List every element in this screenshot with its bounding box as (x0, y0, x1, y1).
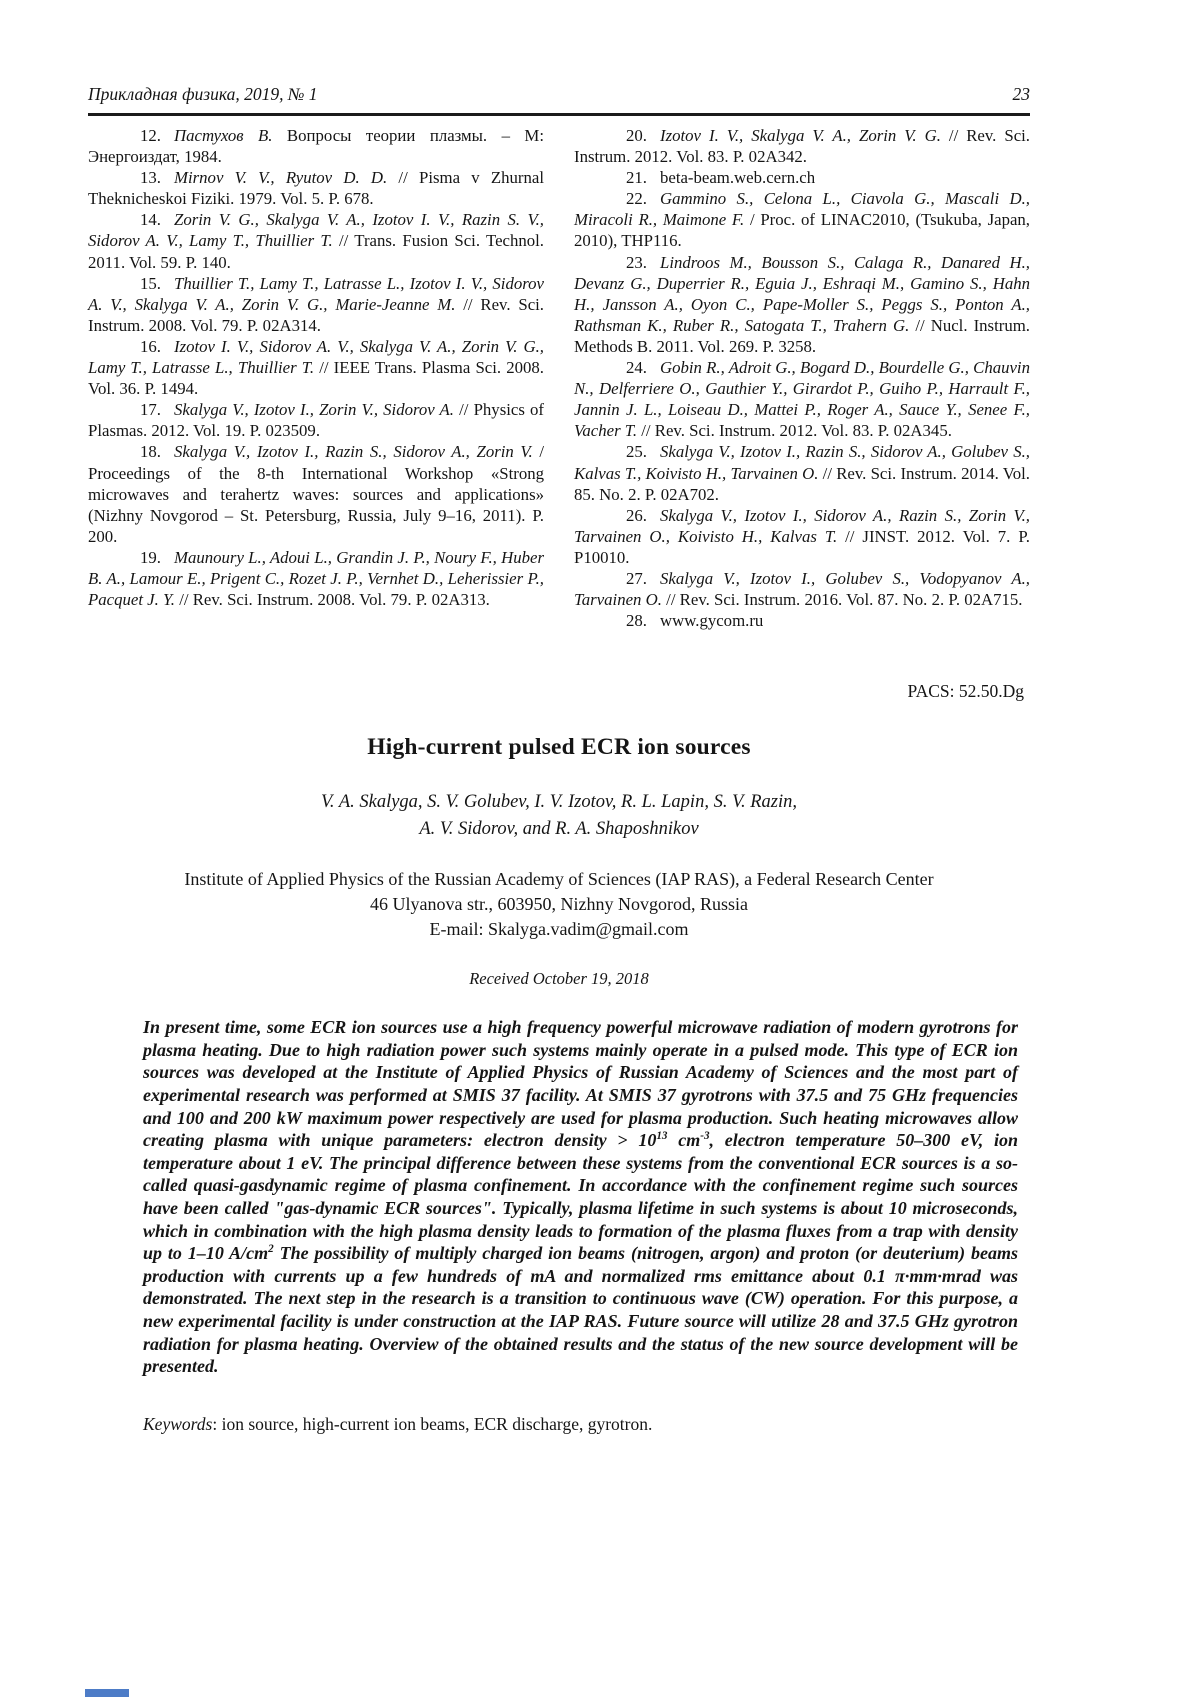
reference-text: // Physics of Plasmas. 2012. Vol. 19. P. 023509. (88, 400, 544, 441)
keywords-line (143, 1414, 1018, 1435)
reference-number: 18. (140, 442, 161, 462)
reference-item-27 (574, 568, 1030, 610)
abstract-superscript: 13 (656, 1130, 668, 1143)
reference-authors: Gobin R., Adroit G., Bogard D., Bourdelle G., Chauvin N., Delferriere O., Gauthier Y., Girardot P., Guiho P., Harrault F., Jannin J. L., Loiseau D., Mattei P., Roger A., Sauce Y., Senee F., Vacher T. (574, 358, 1030, 441)
reference-number: 16. (140, 336, 161, 356)
reference-text: // Rev. Sci. Instrum. 2008. Vol. 79. P. 02A314. (88, 294, 544, 335)
reference-text: // Rev. Sci. Instrum. 2014. Vol. 85. No. 2. P. 02A702. (574, 463, 1030, 504)
reference-item-26 (574, 505, 1030, 568)
reference-authors: Skalyga V., Izotov I., Zorin V., Sidorov A. (173, 400, 454, 420)
page-content (88, 0, 1030, 1435)
reference-authors: Skalyga V., Izotov I., Sidorov A., Razin S., Zorin V., Tarvainen O., Koivisto H., Kalvas T. (574, 505, 1030, 546)
reference-text: // JINST. 2012. Vol. 7. P. P10010. (574, 526, 1030, 567)
references-column-left (88, 125, 544, 631)
reference-authors: Thuillier T., Lamy T., Latrasse L., Izotov I. V., Sidorov A. V., Skalyga V. A., Zorin V. G., Marie-Jeanne M. (88, 273, 544, 314)
authors-line-1: V. A. Skalyga, S. V. Golubev, I. V. Izotov, R. L. Lapin, S. V. Razin, (320, 792, 798, 813)
reference-text: // Rev. Sci. Instrum. 2012. Vol. 83. P. 02A345. (637, 421, 952, 441)
abstract-text: , electron temperature 50–300 eV, ion temperature about 1 eV. The principal difference between these systems from the conventional ECR sources is a so-called quasi-gasdynamic regime of plasma confinement. In accordance with the confinement regime such sources have been called "gas-dynamic ECR sources". Typically, plasma lifetime in such systems is about 10 microseconds, which in combination with the high plasma density leads to formation of the plasma fluxes from a trap with density up to 1–10 A/cm (143, 1130, 1018, 1264)
reference-item-14 (88, 209, 544, 272)
reference-authors: Skalyga V., Izotov I., Golubev S., Vodopyanov A., Tarvainen O. (574, 568, 1030, 610)
reference-item-15 (88, 273, 544, 336)
reference-text: // Pisma v Zhurnal Theknicheskoi Fiziki. 1979. Vol. 5. P. 678. (88, 168, 544, 209)
reference-text: // IEEE Trans. Plasma Sci. 2008. Vol. 36. P. 1494. (88, 358, 544, 399)
reference-item-20 (574, 125, 1030, 167)
reference-authors: Izotov I. V., Skalyga V. A., Zorin V. G. (659, 126, 941, 145)
reference-item-24 (574, 357, 1030, 441)
reference-authors: Mirnov V. V., Ryutov D. D. (173, 168, 388, 188)
article-title: High-current pulsed ECR ion sources (367, 734, 751, 761)
reference-authors: Skalyga V., Izotov I., Razin S., Sidorov A., Zorin V. (173, 442, 533, 462)
affiliation-block (88, 867, 1030, 942)
references-column-right (574, 125, 1030, 631)
reference-item-19 (88, 547, 544, 610)
reference-text: Вопросы теории плазмы. – М: Энергоиздат, 1984. (88, 126, 545, 167)
reference-item-23 (574, 252, 1030, 357)
reference-number: 20. (626, 126, 647, 145)
abstract-text: cm (667, 1130, 701, 1151)
abstract-superscript: -3 (700, 1130, 710, 1143)
reference-url: www.gycom.ru (659, 611, 764, 631)
reference-authors: Izotov I. V., Sidorov A. V., Skalyga V. A., Zorin V. G., Lamy T., Latrasse L., Thuillier T. (88, 336, 544, 378)
reference-text: / Proceedings of the 8-th International Workshop «Strong microwaves and terahertz waves: sources and applications» (Nizhny Novgorod – St. Petersburg, Russia, July 9–16, 2011). P. 200. (88, 442, 544, 546)
abstract-paragraph (143, 1016, 1018, 1378)
reference-item-18 (88, 441, 544, 546)
abstract-superscript: 2 (268, 1243, 274, 1256)
reference-item-28 (574, 610, 1030, 631)
reference-number: 28. (626, 611, 647, 631)
received-date: Received October 19, 2018 (469, 969, 649, 989)
reference-item-13 (88, 167, 544, 209)
reference-number: 15. (140, 273, 161, 293)
reference-item-21 (574, 167, 1030, 188)
pacs-code: PACS: 52.50.Dg (907, 681, 1024, 702)
abstract-text: In present time, some ECR ion sources use a high frequency powerful microwave radiation of modern gyrotrons for plasma heating. Due to high radiation power such systems mainly operate in a pulsed mode. This type of ECR ion sources was developed at the Institute of Applied Physics of Russian Academy of Sciences and the most part of experimental research was performed at SMIS 37 facility. At SMIS 37 gyrotrons with 37.5 and 75 GHz frequencies and 100 and 200 kW maximum power respectively are used for plasma production. Such heating microwaves allow creating plasma with unique parameters: electron density > 10 (143, 1017, 1018, 1151)
reference-authors: Gammino S., Celona L., Ciavola G., Mascali D., Miracoli R., Maimone F. (574, 189, 1030, 230)
reference-text: // Rev. Sci. Instrum. 2012. Vol. 83. P. 02A342. (574, 126, 1031, 167)
reference-item-17 (88, 399, 544, 441)
reference-number: 25. (626, 442, 647, 462)
reference-number: 27. (626, 568, 647, 588)
affiliation-line-1: Institute of Applied Physics of the Russian Academy of Sciences (IAP RAS), a Federal Research Center (184, 869, 934, 890)
authors-block (88, 789, 1030, 843)
reference-authors: Пастухов В. (173, 126, 273, 145)
authors-line-2: A. V. Sidorov, and R. A. Shaposhnikov (419, 819, 699, 840)
reference-number: 17. (140, 400, 161, 420)
reference-text: // Trans. Fusion Sci. Technol. 2011. Vol. 59. P. 140. (88, 231, 544, 272)
reference-authors: Maunoury L., Adoui L., Grandin J. P., Noury F., Huber B. A., Lamour E., Prigent C., Rozet J. P., Vernhet D., Leherissier P., Pacquet J. Y. (88, 547, 544, 610)
reference-number: 22. (626, 189, 647, 209)
header-rule (88, 113, 1030, 116)
reference-number: 23. (626, 252, 647, 272)
reference-authors: Zorin V. G., Skalyga V. A., Izotov I. V., Razin S. V., Sidorov A. V., Lamy T., Thuillier T. (88, 210, 544, 251)
reference-text: // Rev. Sci. Instrum. 2016. Vol. 87. No. 2. P. 02A715. (661, 590, 1023, 610)
reference-number: 12. (140, 126, 161, 145)
page-bottom-artifact (85, 1689, 129, 1697)
reference-number: 26. (626, 505, 647, 525)
reference-text: // Nucl. Instrum. Methods B. 2011. Vol. 269. P. 3258. (574, 315, 1030, 356)
keywords-label: Keywords (143, 1413, 213, 1434)
reference-number: 21. (626, 168, 647, 188)
abstract-text: The possibility of multiply charged ion beams (nitrogen, argon) and proton (or deuterium) beams production with currents up a few hundreds of mA and normalized rms emittance about 0.1 π·mm·mrad was demonstrated. The next step in the research is a transition to continuous wave (CW) operation. For this purpose, a new experimental facility is under construction at the IAP RAS. Future source will utilize 28 and 37.5 GHz gyrotron radiation for plasma heating. Overview of the obtained results and the status of the new source development will be presented. (143, 1243, 1019, 1377)
reference-item-12 (88, 125, 544, 167)
reference-url: beta-beam.web.cern.ch (659, 168, 816, 188)
page-number: 23 (1012, 84, 1030, 104)
reference-item-22 (574, 188, 1030, 251)
reference-authors: Skalyga V., Izotov I., Razin S., Sidorov A., Golubev S., Kalvas T., Koivisto H., Tarvainen O. (574, 442, 1030, 483)
affiliation-line-2: 46 Ulyanova str., 603950, Nizhny Novgorod, Russia (370, 894, 748, 915)
reference-number: 13. (140, 168, 161, 188)
references-section (88, 125, 1030, 631)
running-head (88, 84, 1030, 105)
reference-item-25 (574, 441, 1030, 504)
reference-number: 14. (140, 210, 161, 230)
email-line: E-mail: Skalyga.vadim@gmail.com (429, 919, 689, 940)
keywords-text: : ion source, high-current ion beams, ECR discharge, gyrotron. (212, 1413, 653, 1434)
reference-authors: Lindroos M., Bousson S., Calaga R., Danared H., Devanz G., Duperrier R., Eguia J., Eshraqi M., Gamino S., Hahn H., Jansson A., Oyon C., Pape-Moller S., Peggs S., Ponton A., Rathsman K., Ruber R., Satogata T., Trahern G. (574, 252, 1030, 335)
reference-item-16 (88, 336, 544, 399)
reference-text: // Rev. Sci. Instrum. 2008. Vol. 79. P. 02A313. (175, 590, 490, 610)
reference-number: 19. (140, 547, 161, 567)
reference-number: 24. (626, 358, 647, 378)
journal-title: Прикладная физика, 2019, № 1 (88, 84, 318, 104)
reference-text: / Proc. of LINAC2010, (Tsukuba, Japan, 2010), THP116. (574, 210, 1030, 251)
